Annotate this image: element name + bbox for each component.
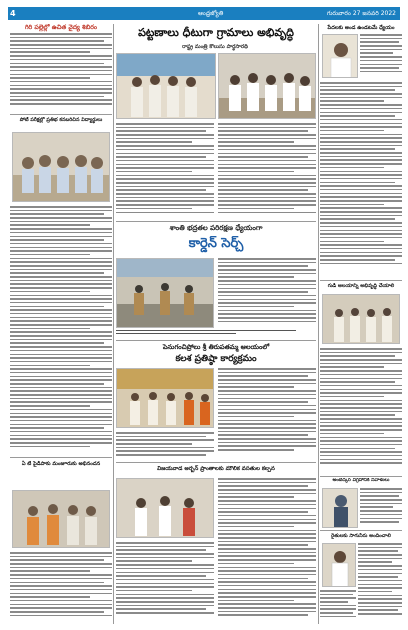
section-divider xyxy=(116,221,316,222)
lower-mid-article-col2 xyxy=(218,478,316,624)
cordon-article xyxy=(218,258,316,328)
main-article-col1 xyxy=(116,123,214,219)
issue-date: గురువారం 27 జనవరి 2022 xyxy=(326,10,396,17)
right-top-headline: పేదలకు అండ‌ ఉండటమే ధ్యేయం xyxy=(327,25,395,31)
left-top-article xyxy=(10,33,112,113)
temple-headline: కలశ ప్రతిష్ఠా కార్యక్రమం xyxy=(175,354,257,364)
temple-ceremony-photo xyxy=(116,368,214,428)
left-second-headline: పోటీ పరీక్షల్లో ప్రతిభ కనబరిచిన విద్యార్థులు xyxy=(19,117,103,123)
section-divider xyxy=(320,280,402,281)
lower-right-headline: అంబేద్కర్ విగ్రహానికి నివాళులు xyxy=(332,478,390,483)
banner-headline: కార్డెన్ సెర్చ్ xyxy=(188,236,244,251)
urban-officials-photo xyxy=(116,478,214,538)
section-divider xyxy=(320,476,402,477)
students-photo xyxy=(12,132,110,202)
bottom-right-article xyxy=(358,543,402,623)
lower-right-article-side xyxy=(360,488,402,528)
main-top-subheadline: రాష్ట్ర మంత్రి కొలుసు పార్థసారథి xyxy=(182,44,248,50)
section-divider xyxy=(116,462,316,463)
left-top-headline: గిరి పల్లెల్లో ఉచిత వైద్య శిబిరం xyxy=(24,24,98,31)
section-divider xyxy=(10,457,112,458)
minister-photo xyxy=(116,53,216,119)
temple-article xyxy=(218,368,316,458)
temple-visit-photo xyxy=(322,294,400,344)
main-article-col2 xyxy=(218,123,316,219)
column-rule xyxy=(318,24,319,624)
column-rule xyxy=(113,24,114,624)
paper-name: ఆంధ్రజ్యోతి xyxy=(198,10,224,17)
banner-subheadline: శాంతి భద్రతల పరిరక్షణ ధ్యేయంగా xyxy=(169,224,263,232)
felicitation-photo xyxy=(12,490,110,548)
lower-mid-headline: విజయవాడ అర్బన్ ప్రాంతాలకు మౌలిక వసతుల కల్పన xyxy=(157,466,275,472)
farmer-photo xyxy=(322,543,356,587)
right-mid-article xyxy=(320,348,402,474)
leader-portrait xyxy=(322,34,358,78)
photo-caption xyxy=(116,330,316,338)
right-top-article xyxy=(320,82,402,278)
bottom-right-article-extra xyxy=(320,590,356,624)
section-divider xyxy=(10,114,112,115)
masthead-bar xyxy=(8,7,400,20)
right-top-article-side xyxy=(360,34,402,78)
lower-left-article xyxy=(10,552,112,624)
lower-mid-article-col1 xyxy=(116,542,214,624)
statue-photo xyxy=(322,488,358,528)
police-search-photo xyxy=(116,258,214,328)
section-divider xyxy=(320,530,402,531)
main-top-headline: పట్టణాలు ధీటుగా గ్రామాలు అభివృద్ధి xyxy=(138,26,294,39)
meeting-photo xyxy=(218,53,316,119)
bottom-right-headline: రైతులకు సాగునీరు అందించాలి xyxy=(331,533,391,539)
left-column-article xyxy=(10,206,112,456)
temple-subheadline: పెనుగంచిప్రోలు శ్రీ తిరుపతమ్మ ఆలయంలో xyxy=(162,343,270,351)
section-divider xyxy=(116,340,316,341)
lower-left-headline: ఏ టి పైడిపాకు మంజూరుకు అభినందన xyxy=(21,461,101,467)
right-mid-headline: గుడి ఆలయాన్ని అభివృద్ధి చేయాలి xyxy=(327,283,395,289)
temple-article-extra xyxy=(116,432,214,460)
page-number: 4 xyxy=(10,9,16,18)
